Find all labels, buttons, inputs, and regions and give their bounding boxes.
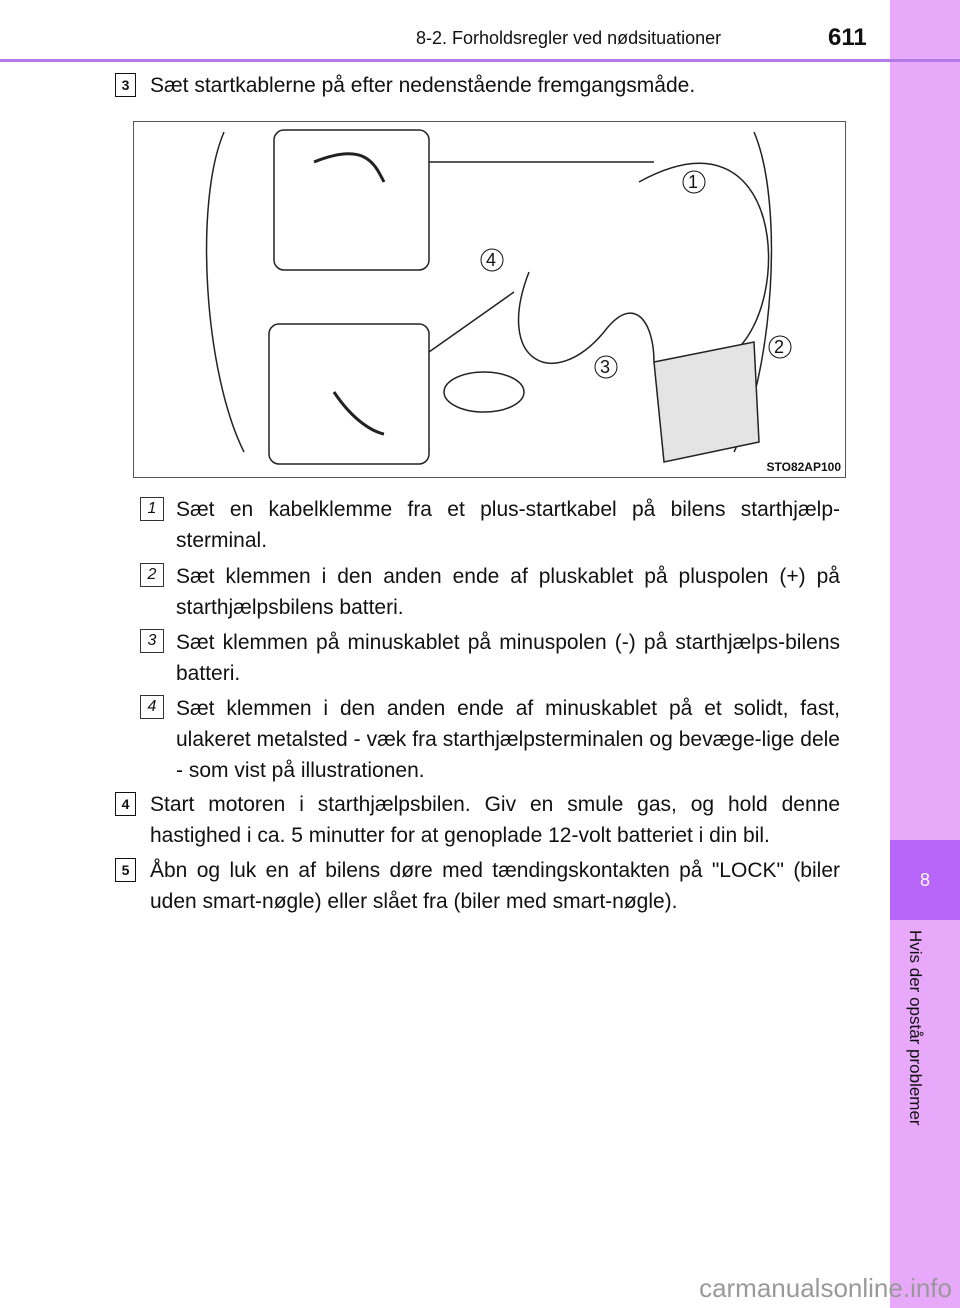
substep-number: 4 — [140, 695, 164, 719]
section-header: 8-2. Forholdsregler ved nødsituationer — [416, 28, 722, 48]
step-number: 5 — [115, 858, 136, 882]
substep-number: 1 — [140, 497, 164, 521]
substep-text: Sæt klemmen i den anden ende af minuskablet på et solidt, fast, ulakeret metalsted - væk fra starthjælpsterminalen og bevæge-lige dele - som vist på illustrationen. — [176, 697, 840, 782]
step-number: 3 — [115, 73, 136, 97]
engine-bay-drawing — [134, 122, 844, 476]
figure-id: STO82AP100 — [766, 460, 841, 474]
watermark: carmanualsonline.info — [699, 1273, 952, 1303]
substep-number: 3 — [140, 629, 164, 653]
callout-1: 1 — [688, 172, 699, 192]
chapter-number: 8 — [890, 840, 960, 920]
substep-text: Sæt klemmen i den anden ende af pluskablet på pluspolen (+) på starthjælpsbilens batteri. — [176, 565, 840, 619]
header-rule — [0, 59, 960, 62]
substep-number: 2 — [140, 563, 164, 587]
page-number: 611 — [828, 24, 867, 51]
chapter-title: Hvis der opstår problemer — [906, 930, 925, 1126]
callout-2: 2 — [774, 337, 785, 357]
callout-4: 4 — [486, 250, 497, 270]
step-text: Sæt startkablerne på efter nedenstående fremgangsmåde. — [150, 74, 696, 97]
step-text: Åbn og luk en af bilens døre med tændingskontakten på "LOCK" (biler uden smart-nøgle) eller slået fra (biler med smart-nøgle). — [150, 859, 840, 913]
step-number: 4 — [115, 792, 136, 816]
substep-text: Sæt klemmen på minuskablet på minuspolen (-) på starthjælps-bilens batteri. — [176, 631, 840, 685]
callout-3: 3 — [600, 357, 611, 377]
jump-start-illustration — [133, 121, 846, 478]
substep-text: Sæt en kabelklemme fra et plus-startkabel på bilens starthjælp-sterminal. — [176, 498, 840, 552]
step-text: Start motoren i starthjælpsbilen. Giv en smule gas, og hold denne hastighed i ca. 5 minutter for at genoplade 12-volt batteriet i din bil. — [150, 793, 840, 847]
